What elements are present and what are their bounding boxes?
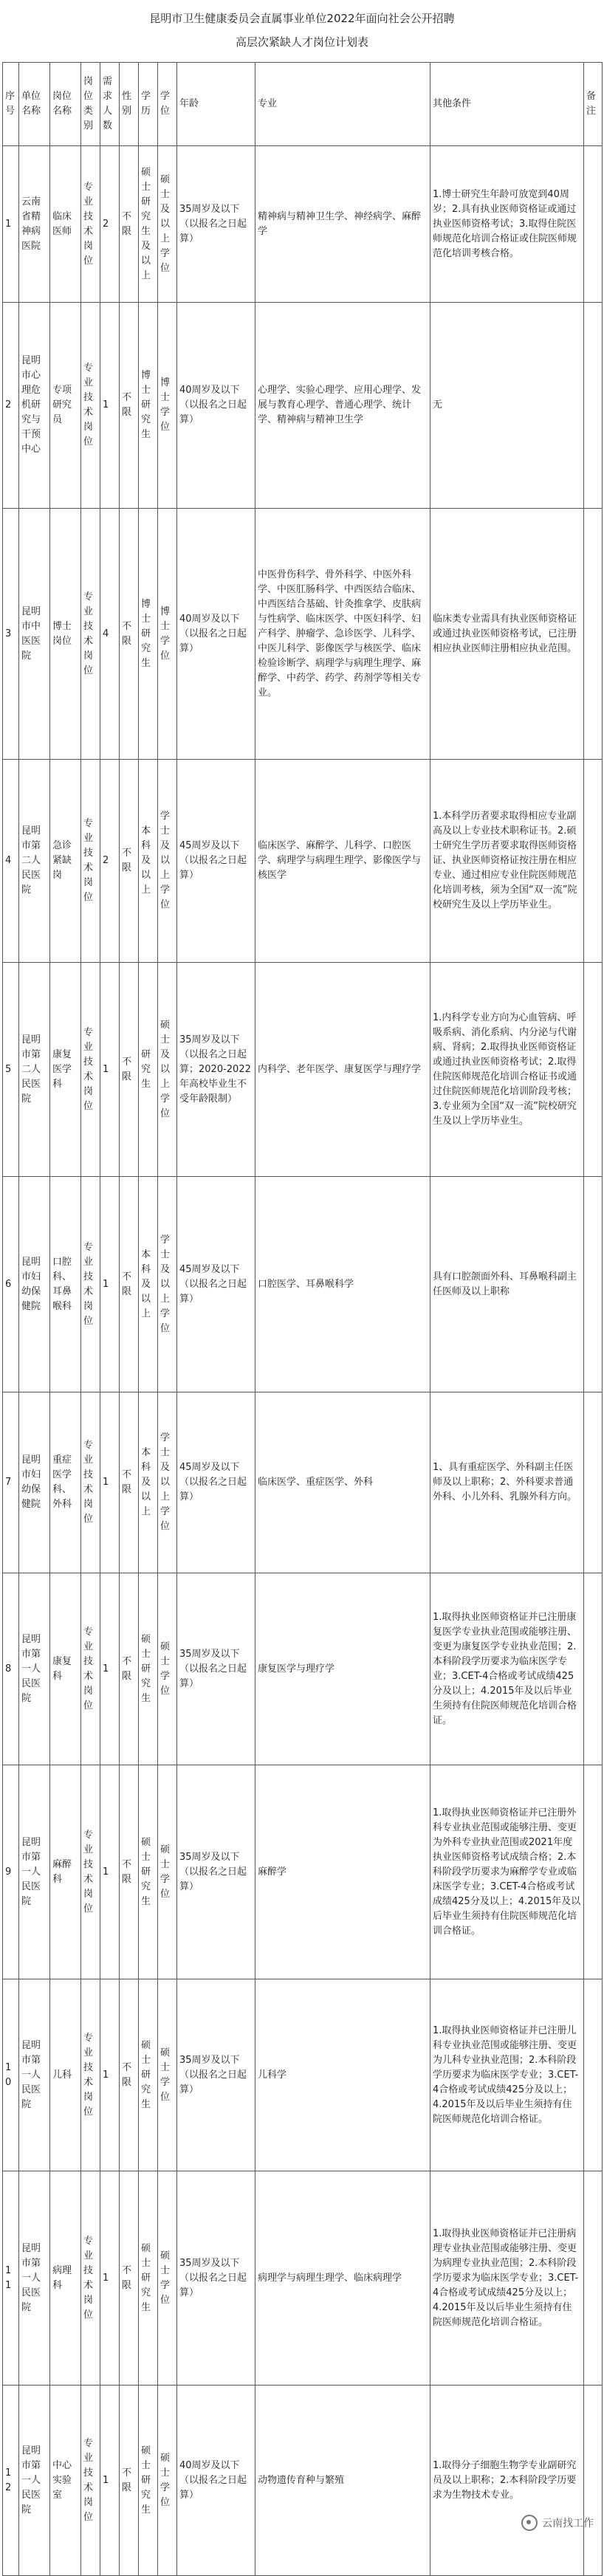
cell-age: 35周岁及以下（以报名之日起算） [177, 1573, 255, 1765]
cell-post: 专项研究员 [50, 303, 81, 509]
table-row [3, 303, 603, 509]
watermark-text: 云南找工作 [542, 2518, 594, 2529]
cell-sex: 不限 [120, 303, 139, 509]
cell-education: 硕士研究生 [139, 1573, 158, 1765]
document-title: 昆明市卫生健康委员会直属事业单位2022年面向社会公开招聘 [149, 12, 455, 25]
header-education: 学历 [139, 63, 158, 146]
cell-count: 2 [100, 146, 120, 303]
cell-count: 1 [100, 1979, 120, 2171]
table-row [3, 146, 603, 303]
table-row [3, 2386, 603, 2576]
cell-count: 1 [100, 963, 120, 1177]
cell-age: 45周岁及以下（以报名之日起算） [177, 760, 255, 963]
cell-category: 专业技术岗位 [81, 509, 100, 760]
cell-age: 35周岁及以下（以报名之日起算） [177, 1979, 255, 2171]
cell-age: 35周岁及以下（以报名之日起算；2020-2022年高校毕业生不受年龄限制） [177, 963, 255, 1177]
cell-major: 中医骨伤科学、骨外科学、中医外科学、中医肛肠科学、中西医结合临床、中西医结合基础、针灸推拿学、皮肤病与性病学、临床医学、中医妇科学、妇产科学、肿瘤学、急诊医学、儿科学、中医儿科学、影像医学与核医学、临床检验诊断学、病理学与病理生理学、麻醉学、中药学、药学、药剂学等相关专业。 [255, 509, 430, 760]
cell-count: 1 [100, 2386, 120, 2576]
cell-conditions: 1.取得执业医师资格证并已注册病理专业执业范围或能够注册、变更为病理专业执业范围；2.本科阶段学历要求为临床医学专业；3.CET-4合格或考试成绩425分及以上；4.2015年及以后毕业生须持有住院医师规范化培训合格证。 [430, 2171, 584, 2386]
cell-category: 专业技术岗位 [81, 146, 100, 303]
header-conditions: 其他条件 [430, 63, 584, 146]
cell-sex: 不限 [120, 2171, 139, 2386]
cell-unit: 昆明市第一人民医院 [19, 2386, 50, 2576]
cell-major: 临床医学、麻醉学、儿科学、口腔医学、病理学与病理生理学、影像医学与核医学 [255, 760, 430, 963]
cell-sex: 不限 [120, 1979, 139, 2171]
header-remarks: 备注 [584, 63, 603, 146]
cell-conditions: 无 [430, 303, 584, 509]
cell-no: 7 [3, 1392, 19, 1573]
cell-age: 45周岁及以下（以报名之日起算） [177, 1392, 255, 1573]
cell-post: 博士岗位 [50, 509, 81, 760]
cell-degree: 学士及以上学位 [158, 1392, 177, 1573]
cell-major: 病理学与病理生理学、临床病理学 [255, 2171, 430, 2386]
cell-no: 12 [3, 2386, 19, 2576]
cell-unit: 昆明市中医医院 [19, 509, 50, 760]
cell-no: 9 [3, 1765, 19, 1979]
cell-degree: 硕士学位 [158, 1573, 177, 1765]
cell-no: 4 [3, 760, 19, 963]
cell-conditions: 1.取得执业医师资格证并已注册外科专业执业范围或能够注册、变更为外科专业执业范围或2021年度执业医师资格考试成绩合格；2.本科阶段学历要求为麻醉学专业或临床医学专业；3.CET-4合格或考试成绩425分及以上；4.2015年及以后毕业生须持有住院医师规范化培训合格证。 [430, 1765, 584, 1979]
cell-post: 儿科 [50, 1979, 81, 2171]
cell-remarks [584, 1573, 603, 1765]
table-row [3, 1177, 603, 1392]
cell-count: 4 [100, 509, 120, 760]
cell-age: 40周岁及以下（以报名之日起算） [177, 509, 255, 760]
cell-unit: 昆明市妇幼保健院 [19, 1392, 50, 1573]
cell-education: 硕士研究生 [139, 2171, 158, 2386]
cell-count: 1 [100, 303, 120, 509]
cell-conditions: 1.取得执业医师资格证并已注册儿科专业执业范围或能够注册、变更为儿科专业执业范围；2.本科阶段学历要求为临床医学专业；3.CET-4合格或考试成绩425分及以上；4.2015年及以后毕业生须持有住院医师规范化培训合格证。 [430, 1979, 584, 2171]
cell-category: 专业技术岗位 [81, 2386, 100, 2576]
cell-age: 35周岁及以下（以报名之日起算） [177, 1765, 255, 1979]
cell-age: 45周岁及以下（以报名之日起算） [177, 1177, 255, 1392]
cell-major: 麻醉学 [255, 1765, 430, 1979]
cell-age: 40周岁及以下（以报名之日起算） [177, 2386, 255, 2576]
cell-no: 6 [3, 1177, 19, 1392]
cell-sex: 不限 [120, 1765, 139, 1979]
cell-sex: 不限 [120, 1392, 139, 1573]
cell-unit: 昆明市第一人民医院 [19, 1765, 50, 1979]
cell-conditions: 1.内科学专业方向为心血管病、呼吸系病、消化系病、内分泌与代谢病、肾病；2.取得执业医师资格证或通过执业医师资格考试；2.取得住院医师规范化培训合格证书或通过住院医师规范化培训阶段考核；3.专业须为全国“双一流”院校研究生及以上学历毕业生。 [430, 963, 584, 1177]
cell-category: 专业技术岗位 [81, 1573, 100, 1765]
cell-count: 1 [100, 1392, 120, 1573]
cell-sex: 不限 [120, 1573, 139, 1765]
table-row [3, 1392, 603, 1573]
cell-remarks [584, 2171, 603, 2386]
header-sex: 性别 [120, 63, 139, 146]
cell-unit: 云南省精神病医院 [19, 146, 50, 303]
cell-no: 3 [3, 509, 19, 760]
header-no: 序号 [3, 63, 19, 146]
cell-sex: 不限 [120, 146, 139, 303]
cell-major: 临床医学、重症医学、外科 [255, 1392, 430, 1573]
cell-unit: 昆明市心理危机研究与干预中心 [19, 303, 50, 509]
cell-degree: 硕士及以上学位 [158, 963, 177, 1177]
cell-unit: 昆明市第二人民医院 [19, 760, 50, 963]
cell-degree: 博士学位 [158, 509, 177, 760]
cell-post: 康复科 [50, 1573, 81, 1765]
cell-category: 专业技术岗位 [81, 1392, 100, 1573]
cell-conditions: 具有口腔颌面外科、耳鼻喉科副主任医师及以上职称 [430, 1177, 584, 1392]
cell-degree: 学士及以上学位 [158, 1177, 177, 1392]
cell-education: 本科及以上 [139, 1177, 158, 1392]
cell-remarks [584, 2386, 603, 2576]
table-row [3, 2171, 603, 2386]
cell-remarks [584, 146, 603, 303]
cell-post: 急诊紧缺岗 [50, 760, 81, 963]
header-age: 年龄 [177, 63, 255, 146]
cell-education: 博士研究生 [139, 303, 158, 509]
cell-sex: 不限 [120, 963, 139, 1177]
watermark [521, 2515, 594, 2531]
cell-degree: 硕士学位 [158, 2171, 177, 2386]
cell-major: 儿科学 [255, 1979, 430, 2171]
cell-education: 硕士研究生及以上 [139, 146, 158, 303]
document-subtitle: 高层次紧缺人才岗位计划表 [235, 35, 368, 49]
header-unit: 单位名称 [19, 63, 50, 146]
cell-category: 专业技术岗位 [81, 2171, 100, 2386]
cell-age: 35周岁及以下（以报名之日起算） [177, 2171, 255, 2386]
cell-degree: 硕士学位 [158, 1765, 177, 1979]
cell-category: 专业技术岗位 [81, 303, 100, 509]
cell-age: 40周岁及以下（以报名之日起算） [177, 303, 255, 509]
cell-remarks [584, 1392, 603, 1573]
cell-no: 11 [3, 2171, 19, 2386]
cell-count: 1 [100, 1765, 120, 1979]
positions-table [2, 62, 603, 2576]
cell-category: 专业技术岗位 [81, 1979, 100, 2171]
cell-count: 1 [100, 2171, 120, 2386]
table-row [3, 963, 603, 1177]
cell-major: 精神病与精神卫生学、神经病学、麻醉学 [255, 146, 430, 303]
cell-degree: 硕士学位 [158, 1979, 177, 2171]
cell-major: 康复医学与理疗学 [255, 1573, 430, 1765]
cell-post: 重症医学科、外科 [50, 1392, 81, 1573]
cell-remarks [584, 760, 603, 963]
cell-degree: 学士及以上学位 [158, 760, 177, 963]
cell-remarks [584, 1177, 603, 1392]
cell-degree: 硕士及以上学位 [158, 146, 177, 303]
cell-unit: 昆明市第二人民医院 [19, 963, 50, 1177]
cell-no: 8 [3, 1573, 19, 1765]
cell-major: 动物遗传育种与繁殖 [255, 2386, 430, 2576]
header-category: 岗位类别 [81, 63, 100, 146]
cell-remarks [584, 509, 603, 760]
cell-count: 1 [100, 1177, 120, 1392]
cell-post: 临床医师 [50, 146, 81, 303]
cell-education: 硕士研究生 [139, 2386, 158, 2576]
cell-education: 硕士研究生 [139, 1765, 158, 1979]
cell-major: 心理学、实验心理学、应用心理学、发展与教育心理学、普通心理学、统计学、精神病与精神卫生学 [255, 303, 430, 509]
cell-sex: 不限 [120, 1177, 139, 1392]
header-count: 需求人数 [100, 63, 120, 146]
cell-unit: 昆明市第一人民医院 [19, 1979, 50, 2171]
cell-conditions: 1.取得执业医师资格证并已注册康复医学专业执业范围或能够注册、变更为康复医学专业执业范围；2.本科阶段学历要求为临床医学专业；3.CET-4合格或考试成绩425分及以上；4.2015年及以后毕业生须持有住院医师规范化培训合格证。 [430, 1573, 584, 1765]
cell-category: 专业技术岗位 [81, 963, 100, 1177]
cell-conditions: 1.博士研究生年龄可放宽到40周岁；2.具有执业医师资格证或通过执业医师资格考试；3.取得住院医师规范化培训合格证或住院医师规范化培训考核合格。 [430, 146, 584, 303]
cell-education: 博士研究生 [139, 509, 158, 760]
cell-no: 2 [3, 303, 19, 509]
cell-category: 专业技术岗位 [81, 1177, 100, 1392]
cell-category: 专业技术岗位 [81, 760, 100, 963]
cell-education: 硕士研究生 [139, 1979, 158, 2171]
cell-category: 专业技术岗位 [81, 1765, 100, 1979]
header-degree: 学位 [158, 63, 177, 146]
cell-sex: 不限 [120, 509, 139, 760]
header-major: 专业 [255, 63, 430, 146]
cell-remarks [584, 1765, 603, 1979]
cell-conditions: 1.本科学历者要求取得相应专业副高及以上专业技术职称证书。2.硕士研究生学历者要求取得医师资格证、执业医师资格证按注册在相应专业、通过相应专业住院医师规范化培训考核，须为全国“双一流”院校研究生及以上学历毕业生。 [430, 760, 584, 963]
cell-conditions: 1、具有重症医学、外科副主任医师及以上职称；2、外科要求普通外科、小儿外科、乳腺外科方向。 [430, 1392, 584, 1573]
cell-remarks [584, 1979, 603, 2171]
cell-post: 病理科 [50, 2171, 81, 2386]
cell-post: 中心实验室 [50, 2386, 81, 2576]
cell-sex: 不限 [120, 2386, 139, 2576]
cell-no: 1 [3, 146, 19, 303]
cell-count: 2 [100, 760, 120, 963]
cell-remarks [584, 303, 603, 509]
cell-conditions: 临床类专业需具有执业医师资格证或通过执业医师资格考试，已注册相应执业医师注册相应执业范围。 [430, 509, 584, 760]
cell-education: 本科及以上 [139, 1392, 158, 1573]
cell-degree: 博士学位 [158, 303, 177, 509]
cell-post: 麻醉科 [50, 1765, 81, 1979]
cell-education: 本科及以上 [139, 760, 158, 963]
cell-post: 康复医学科 [50, 963, 81, 1177]
cell-remarks [584, 963, 603, 1177]
cell-age: 35周岁及以下（以报名之日起算） [177, 146, 255, 303]
cell-unit: 昆明市第一人民医院 [19, 2171, 50, 2386]
table-row [3, 509, 603, 760]
table-row [3, 760, 603, 963]
cell-unit: 昆明市第一人民医院 [19, 1573, 50, 1765]
cell-no: 5 [3, 963, 19, 1177]
cell-count: 1 [100, 1573, 120, 1765]
table-row [3, 1765, 603, 1979]
table-row [3, 1979, 603, 2171]
cell-no: 10 [3, 1979, 19, 2171]
cell-conditions: 1.取得分子细胞生物学专业副研究员及以上职称；2.本科阶段学历要求为生物技术专业。 [430, 2386, 584, 2576]
cell-education: 研究生 [139, 963, 158, 1177]
cell-post: 口腔科、耳鼻喉科 [50, 1177, 81, 1392]
cell-unit: 昆明市妇幼保健院 [19, 1177, 50, 1392]
cell-major: 内科学、老年医学、康复医学与理疗学 [255, 963, 430, 1177]
table-row [3, 1573, 603, 1765]
cell-major: 口腔医学、耳鼻喉科学 [255, 1177, 430, 1392]
header-post: 岗位名称 [50, 63, 81, 146]
cell-degree: 硕士学位 [158, 2386, 177, 2576]
wechat-icon [521, 2515, 538, 2531]
cell-sex: 不限 [120, 760, 139, 963]
table-header-row [3, 63, 603, 146]
